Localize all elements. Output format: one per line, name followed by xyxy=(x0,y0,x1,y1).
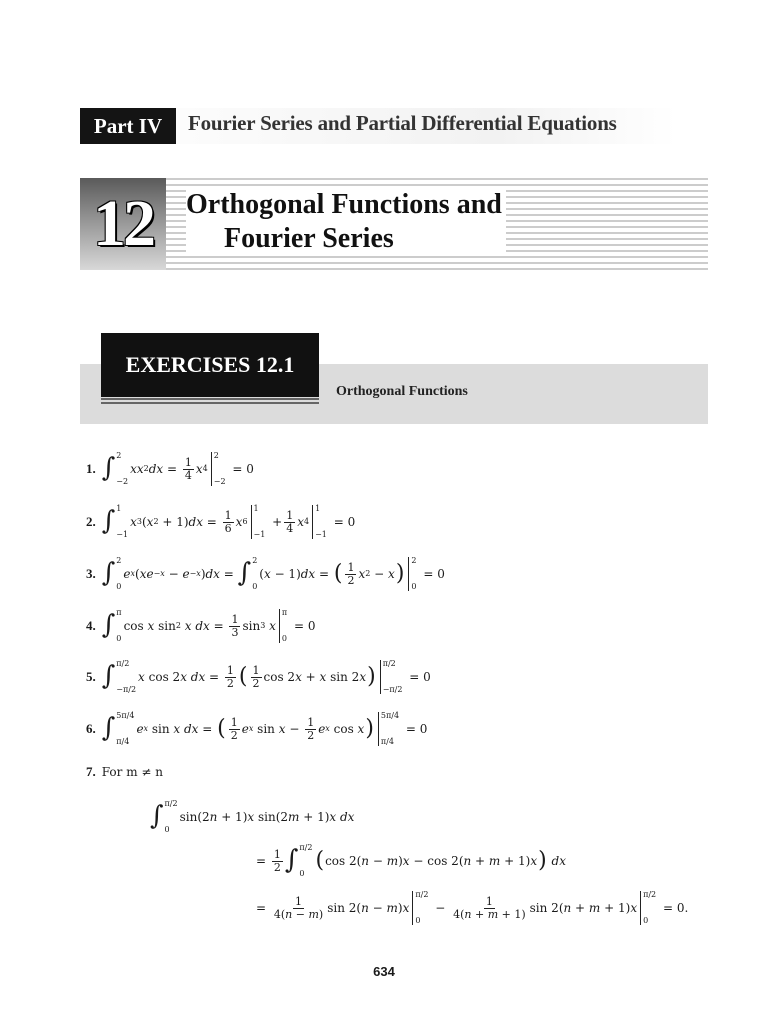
exercises-stripe xyxy=(101,402,319,404)
exercise-7-intro: For m ≠ n xyxy=(101,765,163,779)
page-number: 634 xyxy=(373,964,395,979)
exercise-6: 6. ∫ 5π/4 π/4 e x sin x dx = ( $\frac{1}{2}$ e x sin x − $\frac{1}{2}$ e x cos x ) 5π/4 π/4 = 0 xyxy=(86,711,428,746)
exercise-7 xyxy=(86,766,163,778)
exercise-number: 4. xyxy=(86,618,96,633)
chapter-title xyxy=(186,188,506,256)
exercises-stripe xyxy=(101,398,319,400)
exercise-number: 1. xyxy=(86,461,96,476)
exercise-4: 4. ∫ π 0 cos x sin 2 x dx = $\frac{1}{3}$ sin 3 x π 0 = 0 xyxy=(86,608,316,643)
exercises-label: EXERCISES 12.1 xyxy=(101,333,319,397)
exercise-5: 5. ∫ π/2 −π/2 x cos 2 x dx = $\frac{1}{2}$ ( $\frac{1}{2}$ cos 2 x + x sin 2 x ) π/2 −π/2 = 0 xyxy=(86,659,431,694)
exercise-number: 7. xyxy=(86,764,96,779)
chapter-title-line2: Fourier Series xyxy=(224,223,394,254)
exercise-3: 3. ∫ 2 0 e x ( xe −x − e −x ) dx = ∫ 2 0 ( x − 1) dx = ( $\frac{1}{2}$ x 2 − x ) 2 0 = 0 xyxy=(86,556,445,591)
exercise-7-line1: ∫ π/2 0 sin(2 n + 1) x sin(2 m + 1) x dx xyxy=(150,799,355,834)
part-title: Fourier Series and Partial Differential Equations xyxy=(188,111,617,135)
exercise-number: 5. xyxy=(86,669,96,684)
exercise-number: 3. xyxy=(86,566,96,581)
chapter-number: 12 xyxy=(93,187,153,260)
exercise-number: 6. xyxy=(86,721,96,736)
exercise-2: 2. ∫ 1 −1 x 3 ( x 2 + 1) dx = $\frac{1}{6}$ x 6 1 −1 + $\frac{1}{4}$ x 4 1 −1 = 0 xyxy=(86,504,356,539)
exercise-7-line2: = $\frac{1}{2}$ ∫ π/2 0 ( cos 2( n − m ) x − cos 2( n + m + 1) x ) dx xyxy=(256,843,566,878)
part-label: Part IV xyxy=(80,108,176,144)
exercise-7-line3: = $\frac{1}{4(n - m)}$ sin 2( n − m ) x π/2 0 − $\frac{1}{4(n + m + 1)}$ sin 2( n + m + 1) x π/2 0 = 0. xyxy=(256,890,689,925)
chapter-title-line1: Orthogonal Functions and xyxy=(186,189,502,220)
section-subtitle: Orthogonal Functions xyxy=(336,384,468,399)
exercise-1: 1. ∫ 2 −2 xx 2 dx = $\frac{1}{4}$ x 4 2 −2 = 0 xyxy=(86,451,254,486)
exercise-number: 2. xyxy=(86,514,96,529)
